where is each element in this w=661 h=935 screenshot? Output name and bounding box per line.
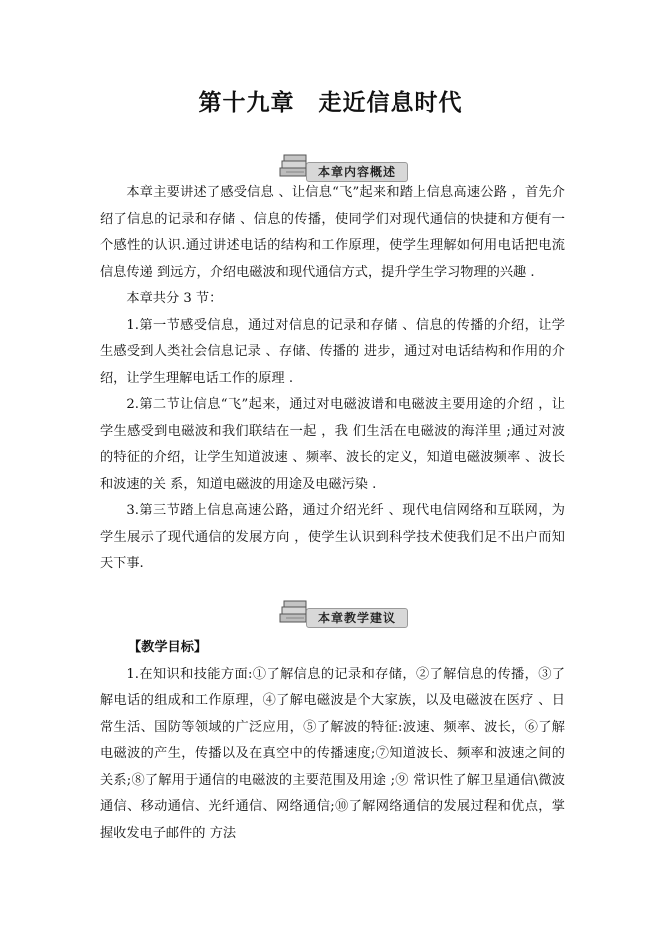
overview-section [100, 180, 565, 578]
paragraph: 本章主要讲述了感受信息 、让信息“飞”起来和踏上信息高速公路 ，首先介绍了信息的记录和存储 、信息的传播，使同学们对现代通信的快捷和方便有一个感性的认识.通过讲述电话的结构和工作原理，使学生理解如何用电话把电流信息传递 到远方，介绍电磁波和现代通信方式，提升学生学习物理的兴趣 . [100, 185, 565, 280]
page-title: 第十九章 走近信息时代 [198, 89, 463, 116]
paragraph: 1.第一节感受信息，通过对信息的记录和存储 、信息的传播的介绍，让学生感受到人类社会信息记录 、存储、传播的 进步，通过对电话结构和作用的介绍，让学生理解电话工作的原理 . [100, 317, 565, 386]
paragraph: 本章共分 3 节： [126, 291, 223, 306]
section-banner-teaching [272, 598, 412, 630]
section-heading: 【教学目标】 [128, 640, 208, 655]
paragraph: 2.第二节让信息“飞”起来，通过对电磁波谱和电磁波主要用途的介绍 ，让学生感受到电磁波和我们联结在一起 ，我 们生活在电磁波的海洋里 ;通过对波的特征的介绍，让学生知道波速 、频率、波长的定义，知道电磁波频率 、波长和波速的关 系，知道电磁波的用途及电磁污染 . [100, 397, 565, 492]
paragraph: 3.第三节踏上信息高速公路，通过介绍光纤 、现代电信网络和互联网，为学生展示了现代通信的发展方向 ，使学生认识到科学技术使我们足不出户而知天下事. [100, 503, 565, 571]
paragraph: 1.在知识和技能方面:①了解信息的记录和存储，②了解信息的传播，③了解电话的组成和工作原理，④了解电磁波是个大家族，以及电磁波在医疗 、日常生活、国防等领域的广泛应用，⑤了解波的特征:波速、频率、波长，⑥了解电磁波的产生，传播以及在真空中的传播速度;⑦知道波长、频率和波速之间的关系;⑧了解用于通信的电磁波的主要范围及用途 ;⑨ 常识性了解卫星通信\微波通信、移动通信、光纤通信、网络通信;⑩了解网络通信的发展过程和优点，掌握收发电子邮件的 方法 [100, 666, 565, 841]
banner-label: 本章教学建议 [306, 608, 408, 628]
banner-label: 本章内容概述 [306, 162, 408, 182]
teaching-section [100, 635, 565, 847]
